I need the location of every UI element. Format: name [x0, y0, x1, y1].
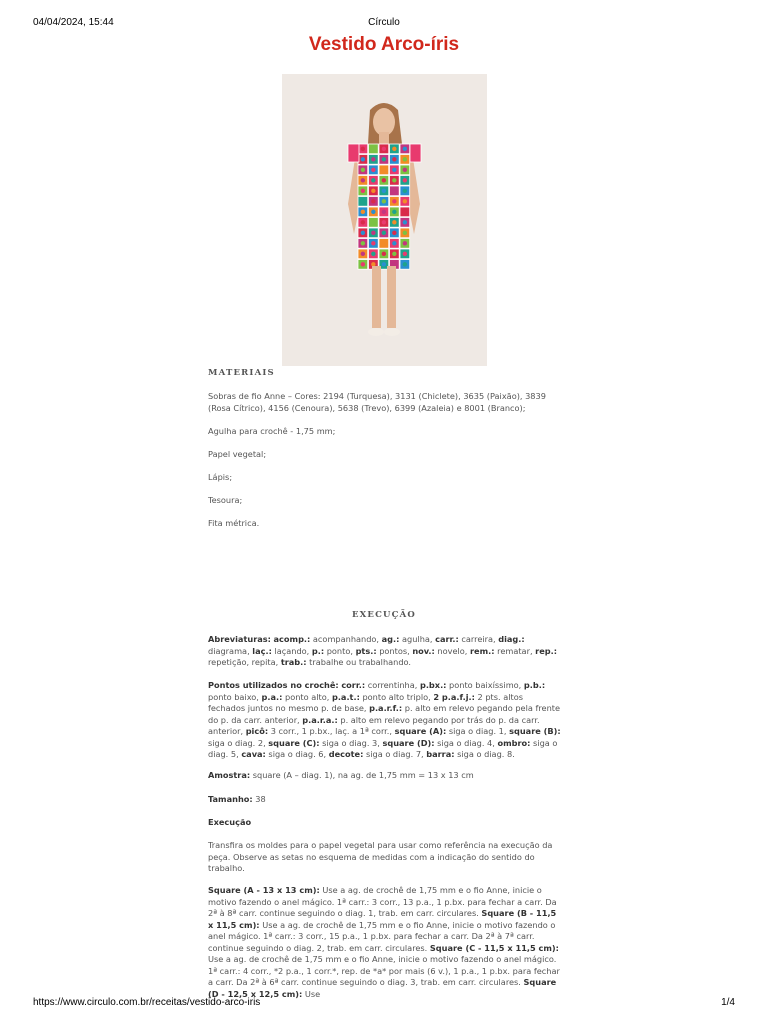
abbrev-definition: laçando,	[271, 645, 312, 656]
points-term: p.a.r.f.:	[369, 703, 403, 713]
abbrev-term: acomp.:	[273, 634, 311, 644]
abbrev-term: rep.:	[535, 645, 557, 656]
print-datetime: 04/04/2024, 15:44	[33, 17, 114, 28]
size-label: Tamanho:	[208, 794, 253, 804]
crochet-dress	[348, 144, 421, 269]
materials-item-scissors: Tesoura;	[208, 495, 243, 505]
points-term: p.b.:	[523, 680, 546, 690]
sample-label: Amostra:	[208, 770, 251, 780]
stitches-label: Pontos utilizados no crochê:	[208, 680, 339, 690]
points-term: 2 p.a.f.j.:	[433, 691, 475, 702]
points-definition: p. alto em relevo pegando pela frente do p. da carr. anterior,	[208, 703, 561, 725]
points-term: decote:	[328, 749, 364, 759]
abbrev-term: diag.:	[498, 634, 525, 644]
abbrev-definition: diagrama,	[208, 645, 253, 656]
points-definition: siga o diag. 2,	[208, 737, 269, 748]
points-definition: siga o diag. 8.	[454, 749, 515, 759]
squares-term: Square (A - 13 x 13 cm):	[208, 885, 320, 895]
points-definition: ponto baixíssimo,	[446, 680, 524, 690]
points-definition: ponto baixo,	[208, 691, 262, 702]
points-term: p.a.:	[261, 691, 283, 702]
abbrev-definition: carreira,	[458, 634, 499, 644]
squares-definition: Use a ag. de crochê de 1,75 mm e o fio Anne, inicie o motivo fazendo o anel mágico. 1ª carr.: 4 corr., *2 p.a., 1 corr.*, rep. de *a* por mais (6 v.), 1 p.a., 1 p.bx. para fechar a carr. Da 2ª à 6ª carr. continue seguindo o diag. 3, trab. em carr. circulares.	[208, 954, 560, 987]
size-text: 38	[252, 794, 266, 804]
points-definition: p. alto em relevo pegando por trás do p. da carr. anterior,	[208, 714, 540, 736]
points-term: barra:	[426, 749, 455, 759]
abbrev-term: p.:	[311, 645, 325, 656]
squares-term: Square (D - 12,5 x 12,5 cm):	[208, 977, 557, 999]
stitches-paragraph	[208, 680, 562, 761]
points-definition: siga o diag. 4,	[434, 737, 498, 748]
print-site-name: Círculo	[368, 17, 400, 28]
abbreviations-paragraph	[208, 634, 562, 669]
squares-paragraph	[208, 885, 562, 1000]
points-term: square (C):	[268, 737, 320, 748]
abbrev-definition: pontos,	[376, 645, 413, 656]
points-definition: siga o diag. 5,	[208, 737, 558, 759]
points-term: square (A):	[394, 726, 447, 736]
materials-item-yarn: Sobras de fio Anne – Cores: 2194 (Turquesa), 3131 (Chiclete), 3635 (Paixão), 3839 (Rosa Cítrico), 4156 (Cenoura), 5638 (Trevo), 6399 (Azaleia) e 8001 (Branco);	[208, 391, 546, 413]
abbrev-definition: rematar,	[494, 645, 536, 656]
stitches-list	[208, 680, 561, 759]
abbrev-definition: repetição, repita,	[208, 657, 281, 667]
points-definition: siga o diag. 3,	[319, 737, 383, 748]
woman-in-crochet-dress-photo	[282, 74, 487, 366]
execution-intro: Transfira os moldes para o papel vegetal para usar como referência na execução da peça. Observe as setas no esquema de medidas com a indicação do sentido do trabalho.	[208, 840, 553, 873]
abbrev-definition: novelo,	[434, 645, 471, 656]
points-definition: siga o diag. 1,	[446, 726, 510, 736]
squares-term: Square (C - 11,5 x 11,5 cm):	[429, 942, 559, 953]
points-definition: ponto alto,	[282, 691, 332, 702]
print-url: https://www.circulo.com.br/receitas/vestido-arco-iris	[33, 997, 261, 1008]
squares-term: Square (B - 11,5 x 11,5 cm):	[208, 908, 557, 930]
points-term: ombro:	[497, 737, 531, 748]
abbrev-definition: agulha,	[399, 634, 436, 644]
squares-definition: Use	[302, 988, 321, 999]
points-term: square (D):	[382, 737, 435, 748]
squares-definition: Use a ag. de crochê de 1,75 mm e o fio Anne, inicie o motivo fazendo o anel mágico. 1ª carr.: 3 corr., 13 p.a., 1 p.bx. para fechar a carr. Da 2ª à 8ª carr. continue seguindo o diag. 1, trab. em carr. circulares.	[208, 885, 557, 918]
abbrev-term: trab.:	[280, 657, 307, 667]
materials-item-tape: Fita métrica.	[208, 518, 260, 528]
points-term: p.a.r.a.:	[302, 714, 338, 725]
points-definition: siga o diag. 6,	[265, 749, 329, 759]
points-term: p.bx.:	[419, 680, 447, 690]
points-term: corr.:	[341, 680, 366, 690]
abbrev-definition: acompanhando,	[310, 634, 382, 644]
abbrev-term: carr.:	[435, 634, 459, 644]
squares-instructions	[208, 885, 560, 999]
page-title: Vestido Arco-íris	[308, 34, 460, 55]
points-definition: ponto alto triplo,	[359, 691, 434, 702]
materials-item-pencil: Lápis;	[208, 472, 233, 482]
points-term: picô:	[245, 726, 269, 736]
page-number: 1/4	[721, 997, 735, 1008]
execution-subheading: Execução	[208, 817, 252, 827]
dress-photo	[282, 74, 487, 366]
abbrev-definition: ponto,	[324, 645, 356, 656]
abbrev-term: nov.:	[412, 645, 435, 656]
abbreviations-label: Abreviaturas:	[208, 634, 271, 644]
abbrev-term: pts.:	[355, 645, 377, 656]
abbrev-term: rem.:	[470, 645, 495, 656]
size-paragraph	[208, 794, 562, 806]
points-term: p.a.t.:	[331, 691, 360, 702]
materials-heading: MATERIAIS	[208, 368, 275, 378]
abbrev-definition: trabalhe ou trabalhando.	[306, 657, 412, 667]
sample-paragraph	[208, 770, 562, 782]
points-definition: correntinha,	[365, 680, 420, 690]
abbrev-term: laç.:	[252, 645, 272, 656]
points-term: cava:	[241, 749, 266, 759]
materials-item-needle: Agulha para crochê - 1,75 mm;	[208, 426, 336, 436]
points-term: square (B):	[509, 726, 561, 736]
abbrev-term: ag.:	[381, 634, 400, 644]
execution-heading: EXECUÇÃO	[351, 610, 417, 620]
squares-definition: Use a ag. de crochê de 1,75 mm e o fio Anne, inicie o motivo fazendo o anel mágico. 1ª carr.: 3 corr., 15 p.a., 1 p.bx. para fechar a carr. Da 2ª à 7ª carr. continue seguindo o diag. 2, trab. em carr. circulares.	[208, 919, 556, 953]
materials-item-paper: Papel vegetal;	[208, 449, 267, 459]
sample-text: square (A – diag. 1), na ag. de 1,75 mm = 13 x 13 cm	[250, 770, 474, 780]
points-definition: 3 corr., 1 p.bx., laç. a 1ª corr.,	[268, 726, 395, 736]
points-definition: 2 pts. altos fechados juntos no mesmo p. de base,	[208, 691, 523, 713]
points-definition: siga o diag. 7,	[363, 749, 427, 759]
